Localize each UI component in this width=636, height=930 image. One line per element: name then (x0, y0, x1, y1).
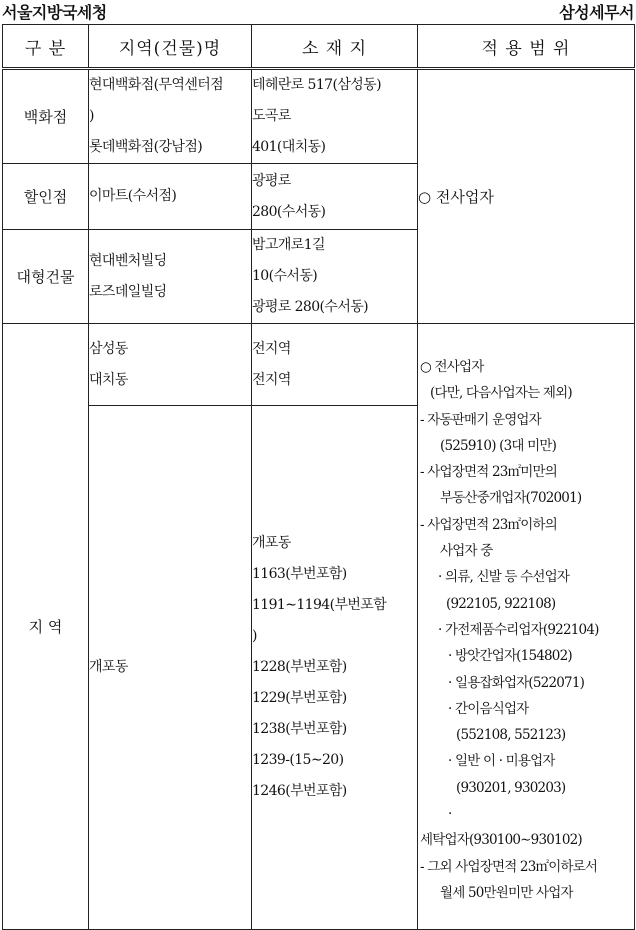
scope-line: 월세 50만원미만 사업자 (440, 884, 573, 901)
table-header-row (3, 25, 635, 69)
category-cell: 지 역 (3, 324, 89, 930)
location-line: 1228(부번포함) (252, 659, 347, 675)
location-cell (252, 230, 418, 324)
location-line: 개포동 (252, 535, 291, 551)
scope-line: - 사업장면적 23㎡이하의 (420, 516, 557, 533)
location-cell (252, 406, 418, 930)
scope-line: - 그외 사업장면적 23㎡이하로서 (420, 858, 598, 875)
office-title: 서울지방국세청 (2, 3, 107, 22)
scope-line: · (448, 806, 452, 823)
location-line: 테헤란로 517(삼성동) (252, 77, 381, 93)
scope-line: (다만, 다음사업자는 제외) (430, 385, 572, 402)
scope-line: · 일반 이 · 미용업자 (448, 753, 555, 770)
col-header-scope: 적 용 범 위 (418, 25, 635, 69)
scope-cell: ○ 전사업자 (418, 69, 635, 324)
scope-line: 부동산중개업자(702001) (440, 490, 582, 507)
scope-line: (930201, 930203) (456, 779, 566, 796)
area-name-line: 삼성동 (89, 340, 128, 357)
area-name-line: 이마트(수서점) (89, 188, 177, 204)
scope-line: (525910) (3대 미만) (440, 437, 557, 454)
location-line: 전지역 (252, 340, 291, 357)
area-name-cell (89, 324, 252, 406)
area-name-line: 현대벤처빌딩 (89, 252, 167, 269)
scope-list-cell (418, 324, 635, 930)
scope-line: ○ 전사업자 (420, 359, 484, 375)
location-line: 1229(부번포함) (252, 690, 347, 706)
scope-line: · 간이음식업자 (448, 700, 529, 717)
col-header-area-name: 지역(건물)명 (89, 25, 252, 69)
location-line: 401(대치동) (252, 139, 326, 155)
scope-line: · 가전제품수리업자(922104) (438, 621, 599, 638)
table-row (3, 324, 635, 406)
location-cell (252, 324, 418, 406)
category-cell: 대형건물 (3, 230, 89, 324)
scope-line: - 자동판매기 운영업자 (420, 411, 541, 428)
col-header-location: 소 재 지 (252, 25, 418, 69)
location-line: 밤고개로1길 (252, 237, 325, 253)
area-name-cell: 개포동 (89, 406, 252, 930)
location-line: 1239-(15∼20) (252, 752, 344, 768)
location-line: 1191∼1194(부번포함 (252, 597, 387, 613)
location-line: 도곡로 (252, 108, 291, 124)
area-name-line: ) (89, 108, 94, 124)
location-line: 광평로 (252, 172, 291, 189)
area-name-line: 롯데백화점(강남점) (89, 139, 203, 155)
location-line: 1238(부번포함) (252, 721, 347, 737)
area-name-line: 대치동 (89, 371, 128, 388)
area-name-cell (89, 69, 252, 164)
scope-line: · 의류, 신발 등 수선업자 (438, 569, 570, 586)
table-row (3, 69, 635, 164)
scope-line: 세탁업자(930100∼930102) (420, 832, 582, 849)
area-name-cell (89, 230, 252, 324)
area-name-cell (89, 164, 252, 230)
location-cell (252, 164, 418, 230)
scope-line: · 방앗간업자(154802) (448, 648, 572, 665)
area-name-line: 현대백화점(무역센터점 (89, 77, 224, 93)
scope-line: (552108, 552123) (456, 727, 566, 744)
location-line: 광평로 280(수서동) (252, 299, 369, 315)
tax-office-name: 삼성세무서 (559, 3, 634, 22)
location-line: 10(수서동) (252, 268, 318, 284)
category-cell: 백화점 (3, 69, 89, 164)
scope-line: - 사업장면적 23㎡미만의 (420, 464, 557, 481)
area-name-line: 로즈데일빌딩 (89, 283, 167, 300)
location-cell (252, 69, 418, 164)
location-line: 1163(부번포함) (252, 566, 347, 582)
category-cell: 할인점 (3, 164, 89, 230)
location-line: 280(수서동) (252, 203, 326, 220)
location-line: 1246(부번포함) (252, 783, 347, 799)
col-header-category: 구 분 (3, 25, 89, 69)
location-line: ) (252, 628, 257, 644)
scope-line: · 일용잡화업자(522071) (448, 674, 585, 691)
scope-line: (922105, 922108) (446, 595, 556, 612)
scope-table (2, 24, 635, 930)
location-line: 전지역 (252, 371, 291, 388)
scope-line: 사업자 중 (440, 543, 493, 560)
